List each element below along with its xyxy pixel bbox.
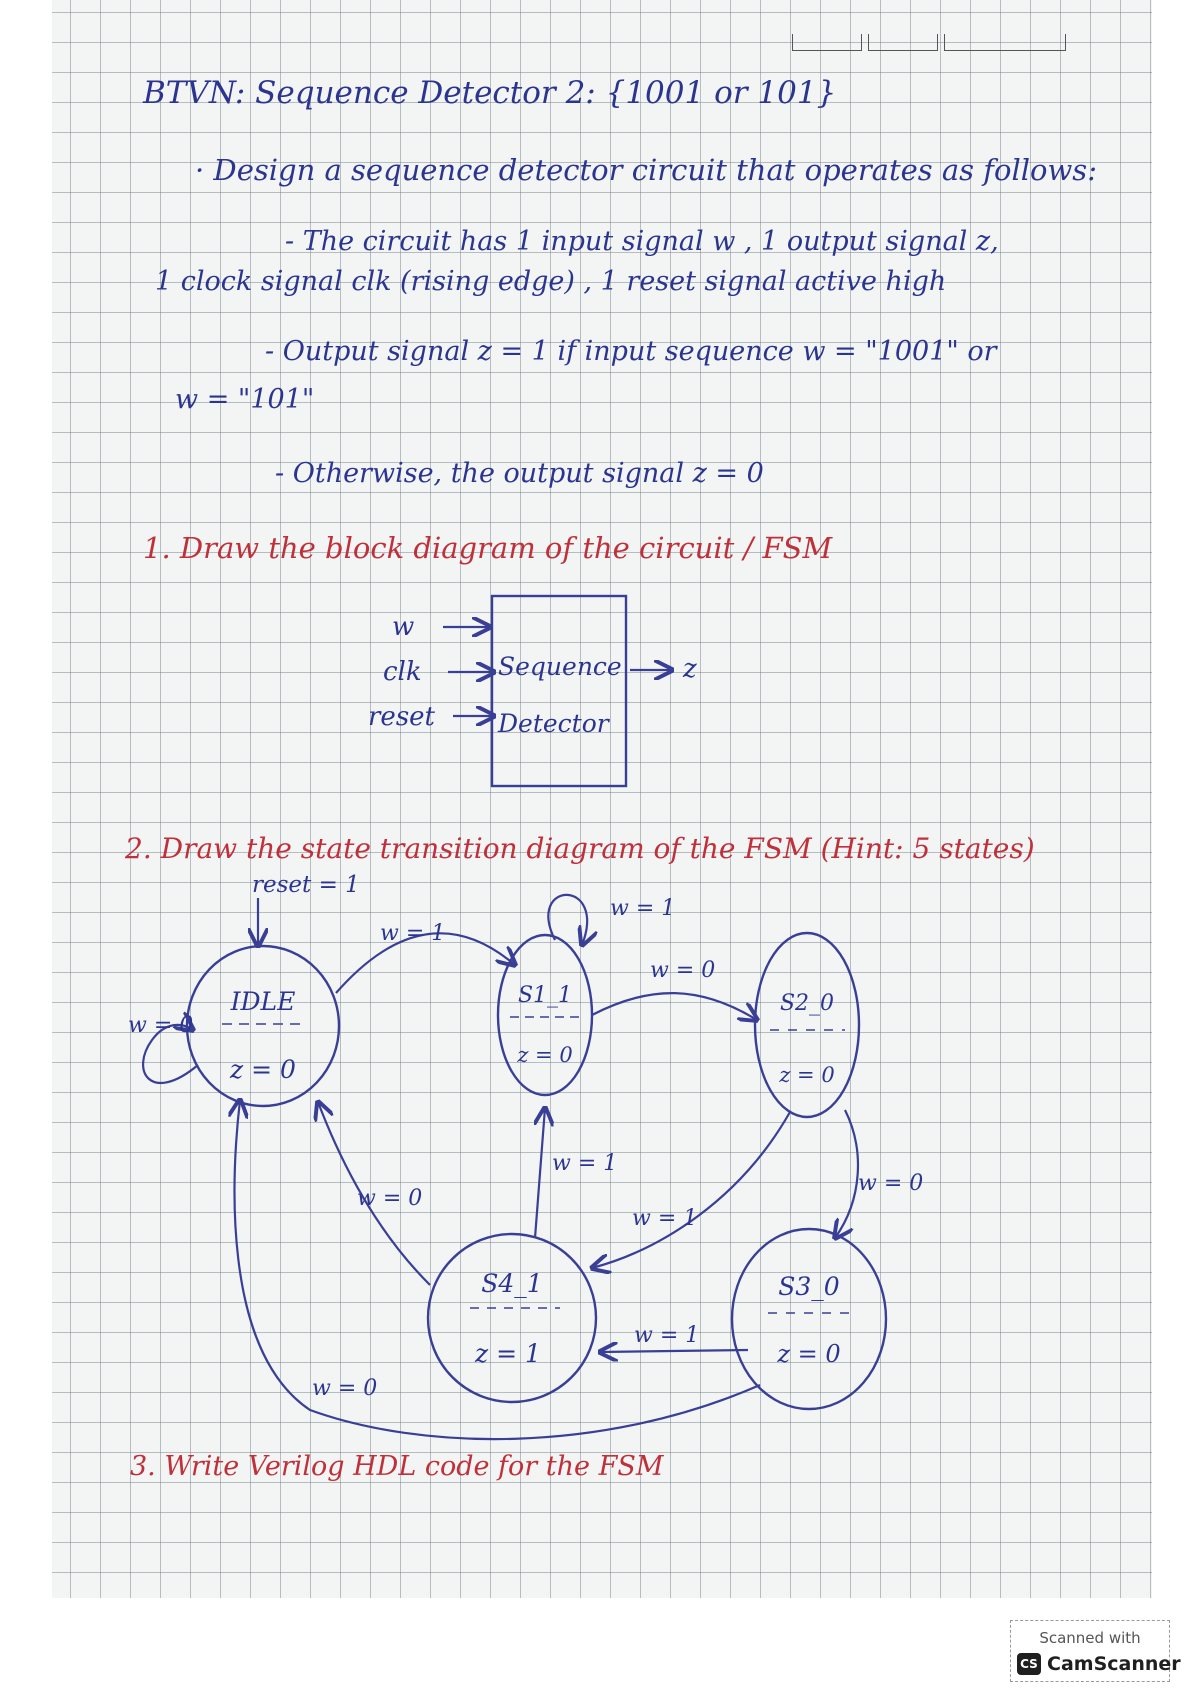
edge-s2-s4 bbox=[592, 1112, 790, 1268]
state-idle-output: z = 0 bbox=[230, 1055, 296, 1084]
edge-s1-self-label: w = 1 bbox=[610, 896, 676, 921]
state-s1 bbox=[498, 935, 592, 1095]
edge-s1-self bbox=[548, 895, 587, 945]
state-s4-output: z = 1 bbox=[475, 1339, 541, 1368]
edge-s2-s3-label: w = 0 bbox=[858, 1171, 924, 1196]
edge-s3-idle-label: w = 0 bbox=[312, 1376, 378, 1401]
edge-s3-s4 bbox=[600, 1350, 748, 1352]
input-clk-label: clk bbox=[383, 657, 422, 687]
state-s2-output: z = 0 bbox=[779, 1063, 835, 1087]
state-s2 bbox=[755, 933, 859, 1117]
question-3: 3. Write Verilog HDL code for the FSM bbox=[130, 1451, 664, 1482]
edge-s4-s1-label: w = 1 bbox=[552, 1151, 618, 1176]
edge-s2-s4-label: w = 1 bbox=[632, 1206, 698, 1231]
state-s1-output: z = 0 bbox=[517, 1043, 573, 1067]
edge-s2-s3 bbox=[835, 1110, 858, 1238]
output-z-label: z bbox=[683, 654, 697, 684]
spec-line-1a: - The circuit has 1 input signal w , 1 output signal z, bbox=[285, 226, 999, 257]
state-s3-output: z = 0 bbox=[777, 1340, 841, 1368]
state-idle-name: IDLE bbox=[230, 987, 296, 1016]
state-s2-name: S2_0 bbox=[779, 991, 835, 1016]
state-s3 bbox=[732, 1229, 886, 1409]
edge-s1-s2 bbox=[592, 993, 757, 1020]
input-w-label: w bbox=[392, 612, 415, 642]
spec-line-3: - Otherwise, the output signal z = 0 bbox=[275, 458, 764, 489]
question-2: 2. Draw the state transition diagram of the FSM (Hint: 5 states) bbox=[125, 832, 1035, 865]
reset-label: reset = 1 bbox=[252, 872, 360, 898]
block-label-sequence: Sequence bbox=[498, 652, 622, 681]
input-reset-label: reset bbox=[368, 702, 435, 732]
camscanner-logo-icon: CS bbox=[1017, 1653, 1041, 1675]
state-idle bbox=[187, 946, 339, 1106]
state-s4-name: S4_1 bbox=[481, 1269, 543, 1298]
intro-text: · Design a sequence detector circuit that operates as follows: bbox=[195, 153, 1097, 187]
state-s3-name: S3_0 bbox=[778, 1272, 840, 1301]
page-title: BTVN: Sequence Detector 2: {1001 or 101} bbox=[143, 75, 837, 111]
camscanner-watermark bbox=[1010, 1620, 1181, 1682]
edge-s1-s2-label: w = 0 bbox=[650, 958, 716, 983]
edge-idle-s1-label: w = 1 bbox=[380, 921, 446, 946]
question-1: 1. Draw the block diagram of the circuit / FSM bbox=[143, 531, 833, 565]
edge-s4-s1 bbox=[535, 1108, 545, 1238]
edge-s3-s4-label: w = 1 bbox=[634, 1323, 700, 1348]
state-s1-name: S1_1 bbox=[517, 983, 573, 1008]
spec-line-1b: 1 clock signal clk (rising edge) , 1 reset signal active high bbox=[155, 266, 947, 297]
block-label-detector: Detector bbox=[498, 709, 609, 738]
state-s4 bbox=[428, 1234, 596, 1402]
spec-line-2b: w = "101" bbox=[175, 384, 315, 415]
edge-idle-self-label: w = 0 bbox=[128, 1013, 194, 1038]
watermark-brand: CamScanner bbox=[1047, 1653, 1181, 1675]
watermark-scanned-with: Scanned with bbox=[1039, 1629, 1141, 1647]
edge-s4-idle-label: w = 0 bbox=[357, 1186, 423, 1211]
spec-line-2a: - Output signal z = 1 if input sequence w = "1001" or bbox=[265, 336, 997, 367]
block-diagram-box bbox=[492, 596, 626, 786]
